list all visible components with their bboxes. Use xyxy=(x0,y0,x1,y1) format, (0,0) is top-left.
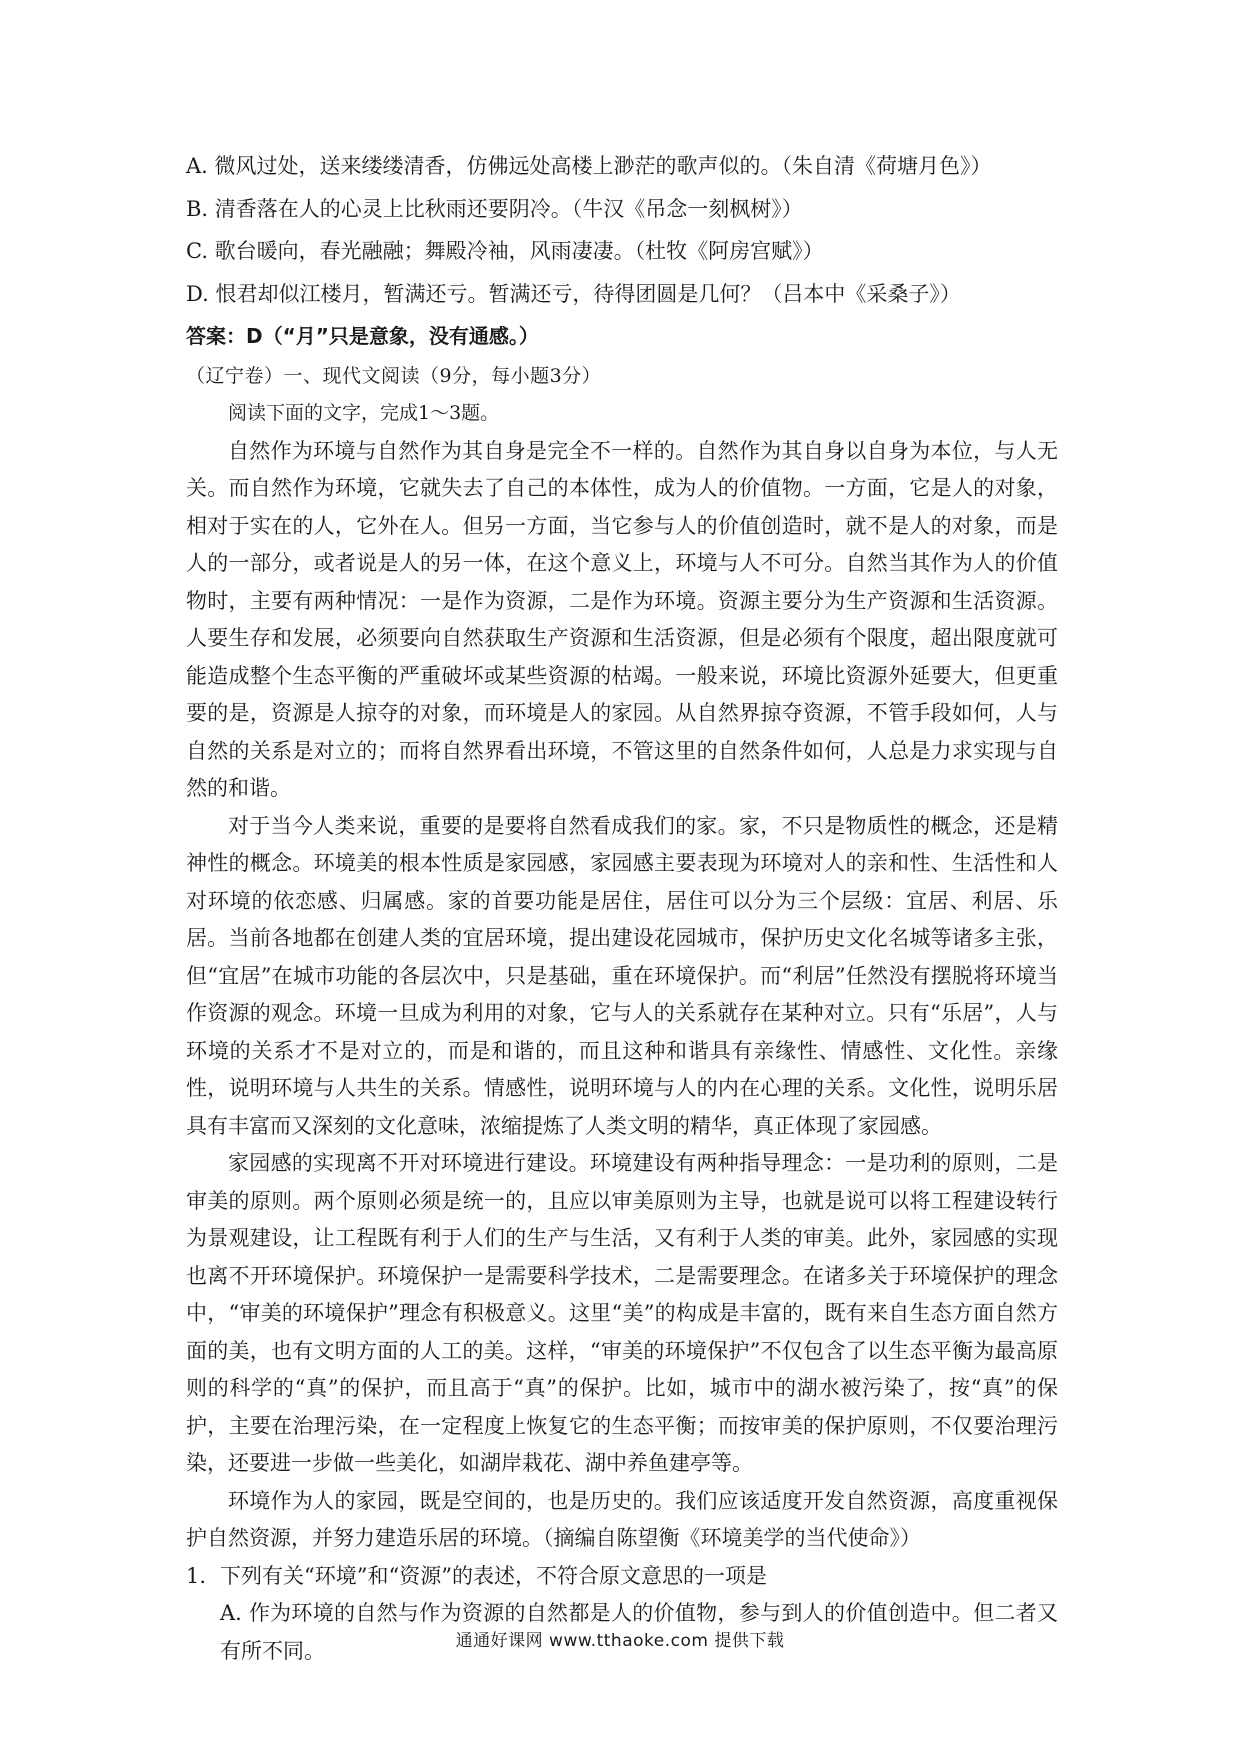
answer-line: 答案：D（“月”只是意象，没有通感。） xyxy=(186,324,539,348)
passage-paragraph-2: 对于当今人类来说，重要的是要将自然看成我们的家。家，不只是物质性的概念，还是精神性的概念。环境美的根本性质是家园感，家园感主要表现为环境对人的亲和性、生活性和人对环境的依恋感、归属感。家的首要功能是居住，居住可以分为三个层级：宜居、利居、乐居。当前各地都在创建人类的宜居环境，提出建设花园城市，保护历史文化名城等诸多主张，但“宜居”在城市功能的各层次中，只是基础，重在环境保护。而“利居”任然没有摆脱将环境当作资源的观念。环境一旦成为利用的对象，它与人的关系就存在某种对立。只有“乐居”，人与环境的关系才不是对立的，而是和谐的，而且这种和谐具有亲缘性、情感性、文化性。亲缘性，说明环境与人共生的关系。情感性，说明环境与人的内在心理的关系。文化性，说明乐居具有丰富而又深刻的文化意味，浓缩提炼了人类文明的精华，真正体现了家园感。 xyxy=(186,813,1058,1138)
passage-paragraph-3: 家园感的实现离不开对环境进行建设。环境建设有两种指导理念：一是功利的原则，二是审美的原则。两个原则必须是统一的，且应以审美原则为主导，也就是说可以将工程建设转行为景观建设，让工程既有利于人们的生产与生活，又有利于人类的审美。此外，家园感的实现也离不开环境保护。环境保护一是需要科学技术，二是需要理念。在诸多关于环境保护的理念中，“审美的环境保护”理念有积极意义。这里“美”的构成是丰富的，既有来自生态方面自然方面的美，也有文明方面的人工的美。这样，“审美的环境保护”不仅包含了以生态平衡为最高原则的科学的“真”的保护，而且高于“真”的保护。比如，城市中的湖水被污染了，按“真”的保护，主要在治理污染，在一定程度上恢复它的生态平衡；而按审美的保护原则，不仅要治理污染，还要进一步做一些美化，如湖岸栽花、湖中养鱼建亭等。 xyxy=(186,1151,1058,1475)
question-number: 1. xyxy=(186,1563,207,1588)
reading-instruction: 阅读下面的文字，完成1～3题。 xyxy=(228,402,500,424)
section-heading: （辽宁卷）一、现代文阅读（9分，每小题3分） xyxy=(186,364,602,387)
question-1-option-a: A. 作为环境的自然与作为资源的自然都是人的价值物，参与到人的价值创造中。但二者又有所不同。 xyxy=(220,1601,1058,1663)
passage-paragraph-4: 环境作为人的家园，既是空间的，也是历史的。我们应该适度开发自然资源，高度重视保护自然资源，并努力建造乐居的环境。（摘编自陈望衡《环境美学的当代使命》） xyxy=(186,1488,1058,1550)
option-a: A. 微风过处，送来缕缕清香，仿佛远处高楼上渺茫的歌声似的。（朱自清《荷塘月色》） xyxy=(186,154,992,178)
page-footer: 通通好课网 www.tthaoke.com 提供下载 xyxy=(455,1631,785,1651)
option-d: D. 恨君却似江楼月，暂满还亏。暂满还亏，待得团圆是几何？（吕本中《采桑子》） xyxy=(186,281,961,306)
passage-paragraph-1: 自然作为环境与自然作为其自身是完全不一样的。自然作为其自身以自身为本位，与人无关。而自然作为环境，它就失去了自己的本体性，成为人的价值物。一方面，它是人的对象，相对于实在的人，它外在人。但另一方面，当它参与人的价值创造时，就不是人的对象，而是人的一部分，或者说是人的另一体，在这个意义上，环境与人不可分。自然当其作为人的价值物时，主要有两种情况：一是作为资源，二是作为环境。资源主要分为生产资源和生活资源。人要生存和发展，必须要向自然获取生产资源和生活资源，但是必须有个限度，超出限度就可能造成整个生态平衡的严重破坏或某些资源的枯竭。一般来说，环境比资源外延要大，但更重要的是，资源是人掠夺的对象，而环境是人的家园。从自然界掠夺资源，不管手段如何，人与自然的关系是对立的；而将自然界看出环境，不管这里的自然条件如何，人总是力求实现与自然的和谐。 xyxy=(186,438,1058,800)
question-1 xyxy=(186,1558,1058,1596)
question-text: 下列有关“环境”和“资源”的表述，不符合原文意思的一项是 xyxy=(220,1563,767,1588)
option-b: B. 清香落在人的心灵上比秋雨还要阴冷。（牛汉《吊念一刻枫树》） xyxy=(186,196,803,221)
document-body xyxy=(186,148,1058,1670)
option-c: C. 歌台暖向，春光融融；舞殿冷袖，风雨凄凄。（杜牧《阿房宫赋》） xyxy=(186,239,824,263)
